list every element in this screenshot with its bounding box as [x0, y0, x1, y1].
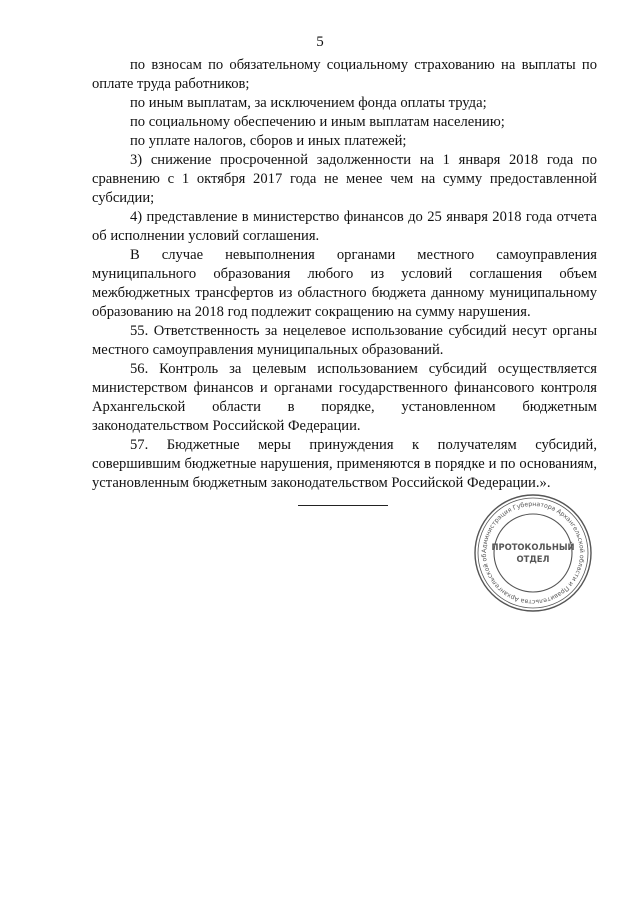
paragraph-item-3-debt-reduction: 3) снижение просроченной задолженности на 1 января 2018 года по сравнению с 1 октября 2017 года не менее чем на сумму предоставленной субсидии; — [92, 152, 597, 206]
page-number: 5 — [316, 34, 324, 50]
paragraph-57-enforcement: 57. Бюджетные меры принуждения к получателям субсидий, совершившим бюджетные нарушения, применяются в порядке и по основаниям, установленным бюджетным законодательством Российской Федерации.». — [92, 437, 597, 491]
stamp-center-line2: ОТДЕЛ — [516, 554, 550, 564]
protocol-department-stamp — [473, 493, 593, 613]
document-body — [92, 56, 597, 493]
stamp-inner-ring — [494, 514, 572, 592]
stamp-outer-ring — [475, 495, 591, 611]
stamp-seal-icon — [473, 493, 593, 613]
paragraph-item-4-report: 4) представление в министерство финансов до 25 января 2018 года отчета об исполнении условий соглашения. — [92, 209, 597, 244]
paragraph-insurance-contributions: по взносам по обязательному социальному страхованию на выплаты по оплате труда работников; — [92, 57, 597, 92]
paragraph-56-control: 56. Контроль за целевым использованием субсидий осуществляется министерством финансов и органами государственного финансового контроля Архангельской области в порядке, установленном бюджетным законодательством Российской Федерации. — [92, 361, 597, 434]
stamp-ring-text: Администрация Губернатора Архангельской области и Правительства Архангельской об — [480, 500, 586, 606]
stamp-center-line1: ПРОТОКОЛЬНЫЙ — [491, 542, 575, 552]
paragraph-non-compliance: В случае невыполнения органами местного самоуправления муниципального образования любого из условий соглашения объем межбюджетных трансфертов из областного бюджета данному муниципальному образованию на 2018 год подлежит сокращению на сумму нарушения. — [92, 247, 597, 320]
paragraph-55-responsibility: 55. Ответственность за нецелевое использование субсидий несут органы местного самоуправления муниципальных образований. — [92, 323, 597, 358]
paragraph-social-security: по социальному обеспечению и иным выплатам населению; — [130, 114, 505, 130]
end-separator-line — [298, 505, 388, 506]
paragraph-other-payments: по иным выплатам, за исключением фонда оплаты труда; — [130, 95, 487, 111]
paragraph-taxes: по уплате налогов, сборов и иных платежей; — [130, 133, 407, 149]
